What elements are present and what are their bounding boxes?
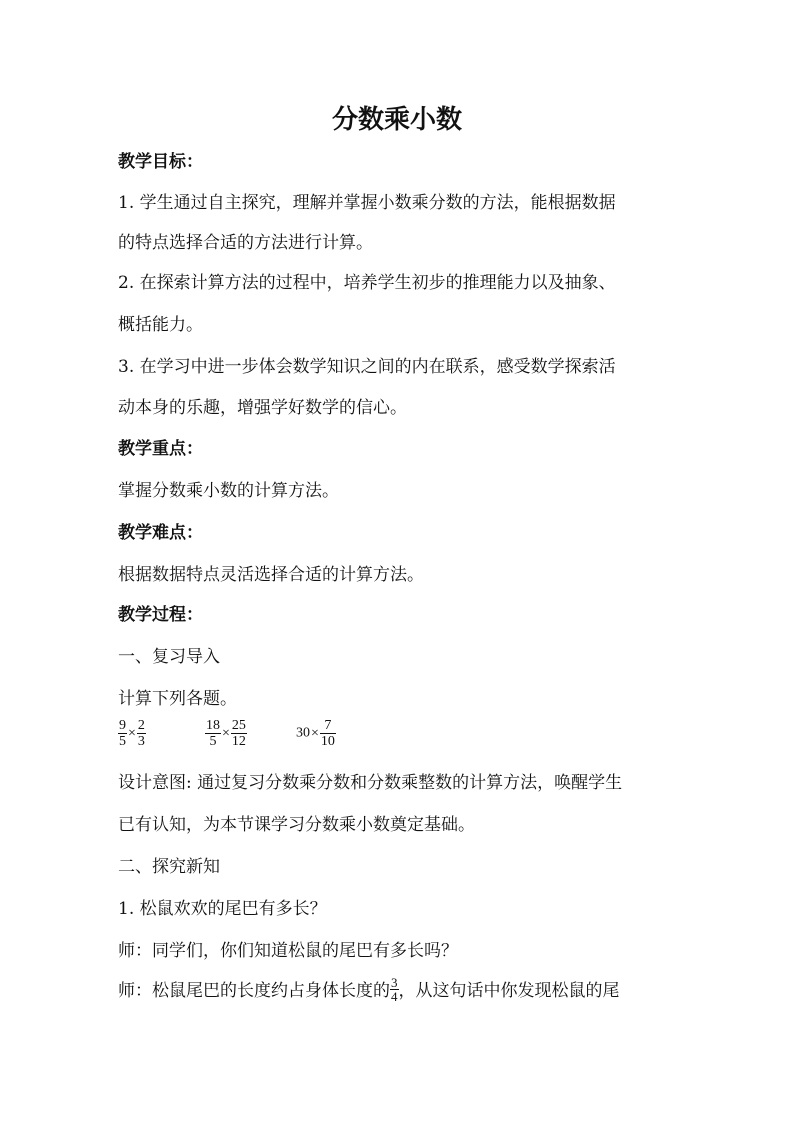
times-sign: ×	[222, 725, 230, 741]
times-sign: ×	[128, 725, 136, 741]
objective-3-line-2: 动本身的乐趣，增强学好数学的信心。	[118, 398, 407, 418]
fraction: $\frac{2}{3}$	[137, 718, 145, 749]
section-review-intro: 一、复习导入	[118, 647, 220, 667]
page-title: 分数乘小数	[331, 105, 462, 135]
question-1: 1. 松鼠欢欢的尾巴有多长？	[118, 899, 327, 919]
design-intent-line-2: 已有认知，为本节课学习分数乘小数奠定基础。	[118, 815, 475, 835]
exercise-intro: 计算下列各题。	[118, 689, 237, 709]
objective-2-line-2: 概括能力。	[118, 315, 203, 335]
design-intent-line-1: 设计意图: 通过复习分数乘分数和分数乘整数的计算方法，唤醒学生	[118, 773, 623, 793]
exercise-1	[118, 718, 146, 749]
teacher-line-2	[118, 975, 620, 1005]
times-sign: ×	[311, 725, 319, 741]
teacher-line-2-start: 师：松鼠尾巴的长度约占身体长度的	[118, 981, 390, 1001]
difficulty-heading: 教学难点：	[118, 523, 203, 543]
fraction: $\frac{3}{4}$	[391, 975, 398, 1004]
whole-number: 30	[296, 725, 310, 741]
fraction: $\frac{18}{5}$	[206, 718, 220, 749]
exercise-3	[296, 718, 336, 749]
fraction: $\frac{25}{12}$	[231, 718, 246, 749]
objectives-heading: 教学目标：	[118, 152, 203, 172]
objective-2-line-1: 2. 在探索计算方法的过程中，培养学生初步的推理能力以及抽象、	[118, 273, 616, 293]
exercise-2	[205, 718, 247, 749]
objective-3-line-1: 3. 在学习中进一步体会数学知识之间的内在联系，感受数学探索活	[118, 357, 616, 377]
process-heading: 教学过程：	[118, 605, 203, 625]
section-explore: 二、探究新知	[118, 857, 220, 877]
fraction: $\frac{7}{10}$	[320, 718, 335, 749]
difficulty-text: 根据数据特点灵活选择合适的计算方法。	[118, 565, 424, 585]
objective-1-line-1: 1. 学生通过自主探究，理解并掌握小数乘分数的方法，能根据数据	[118, 193, 616, 213]
teacher-line-2-end: ，从这句话中你发现松鼠的尾	[398, 981, 620, 1001]
key-point-text: 掌握分数乘小数的计算方法。	[118, 481, 339, 501]
objective-1-line-2: 的特点选择合适的方法进行计算。	[118, 233, 373, 253]
key-point-heading: 教学重点：	[118, 439, 203, 459]
fraction: $\frac{9}{5}$	[119, 718, 126, 749]
teacher-line-1: 师：同学们，你们知道松鼠的尾巴有多长吗？	[118, 941, 458, 961]
